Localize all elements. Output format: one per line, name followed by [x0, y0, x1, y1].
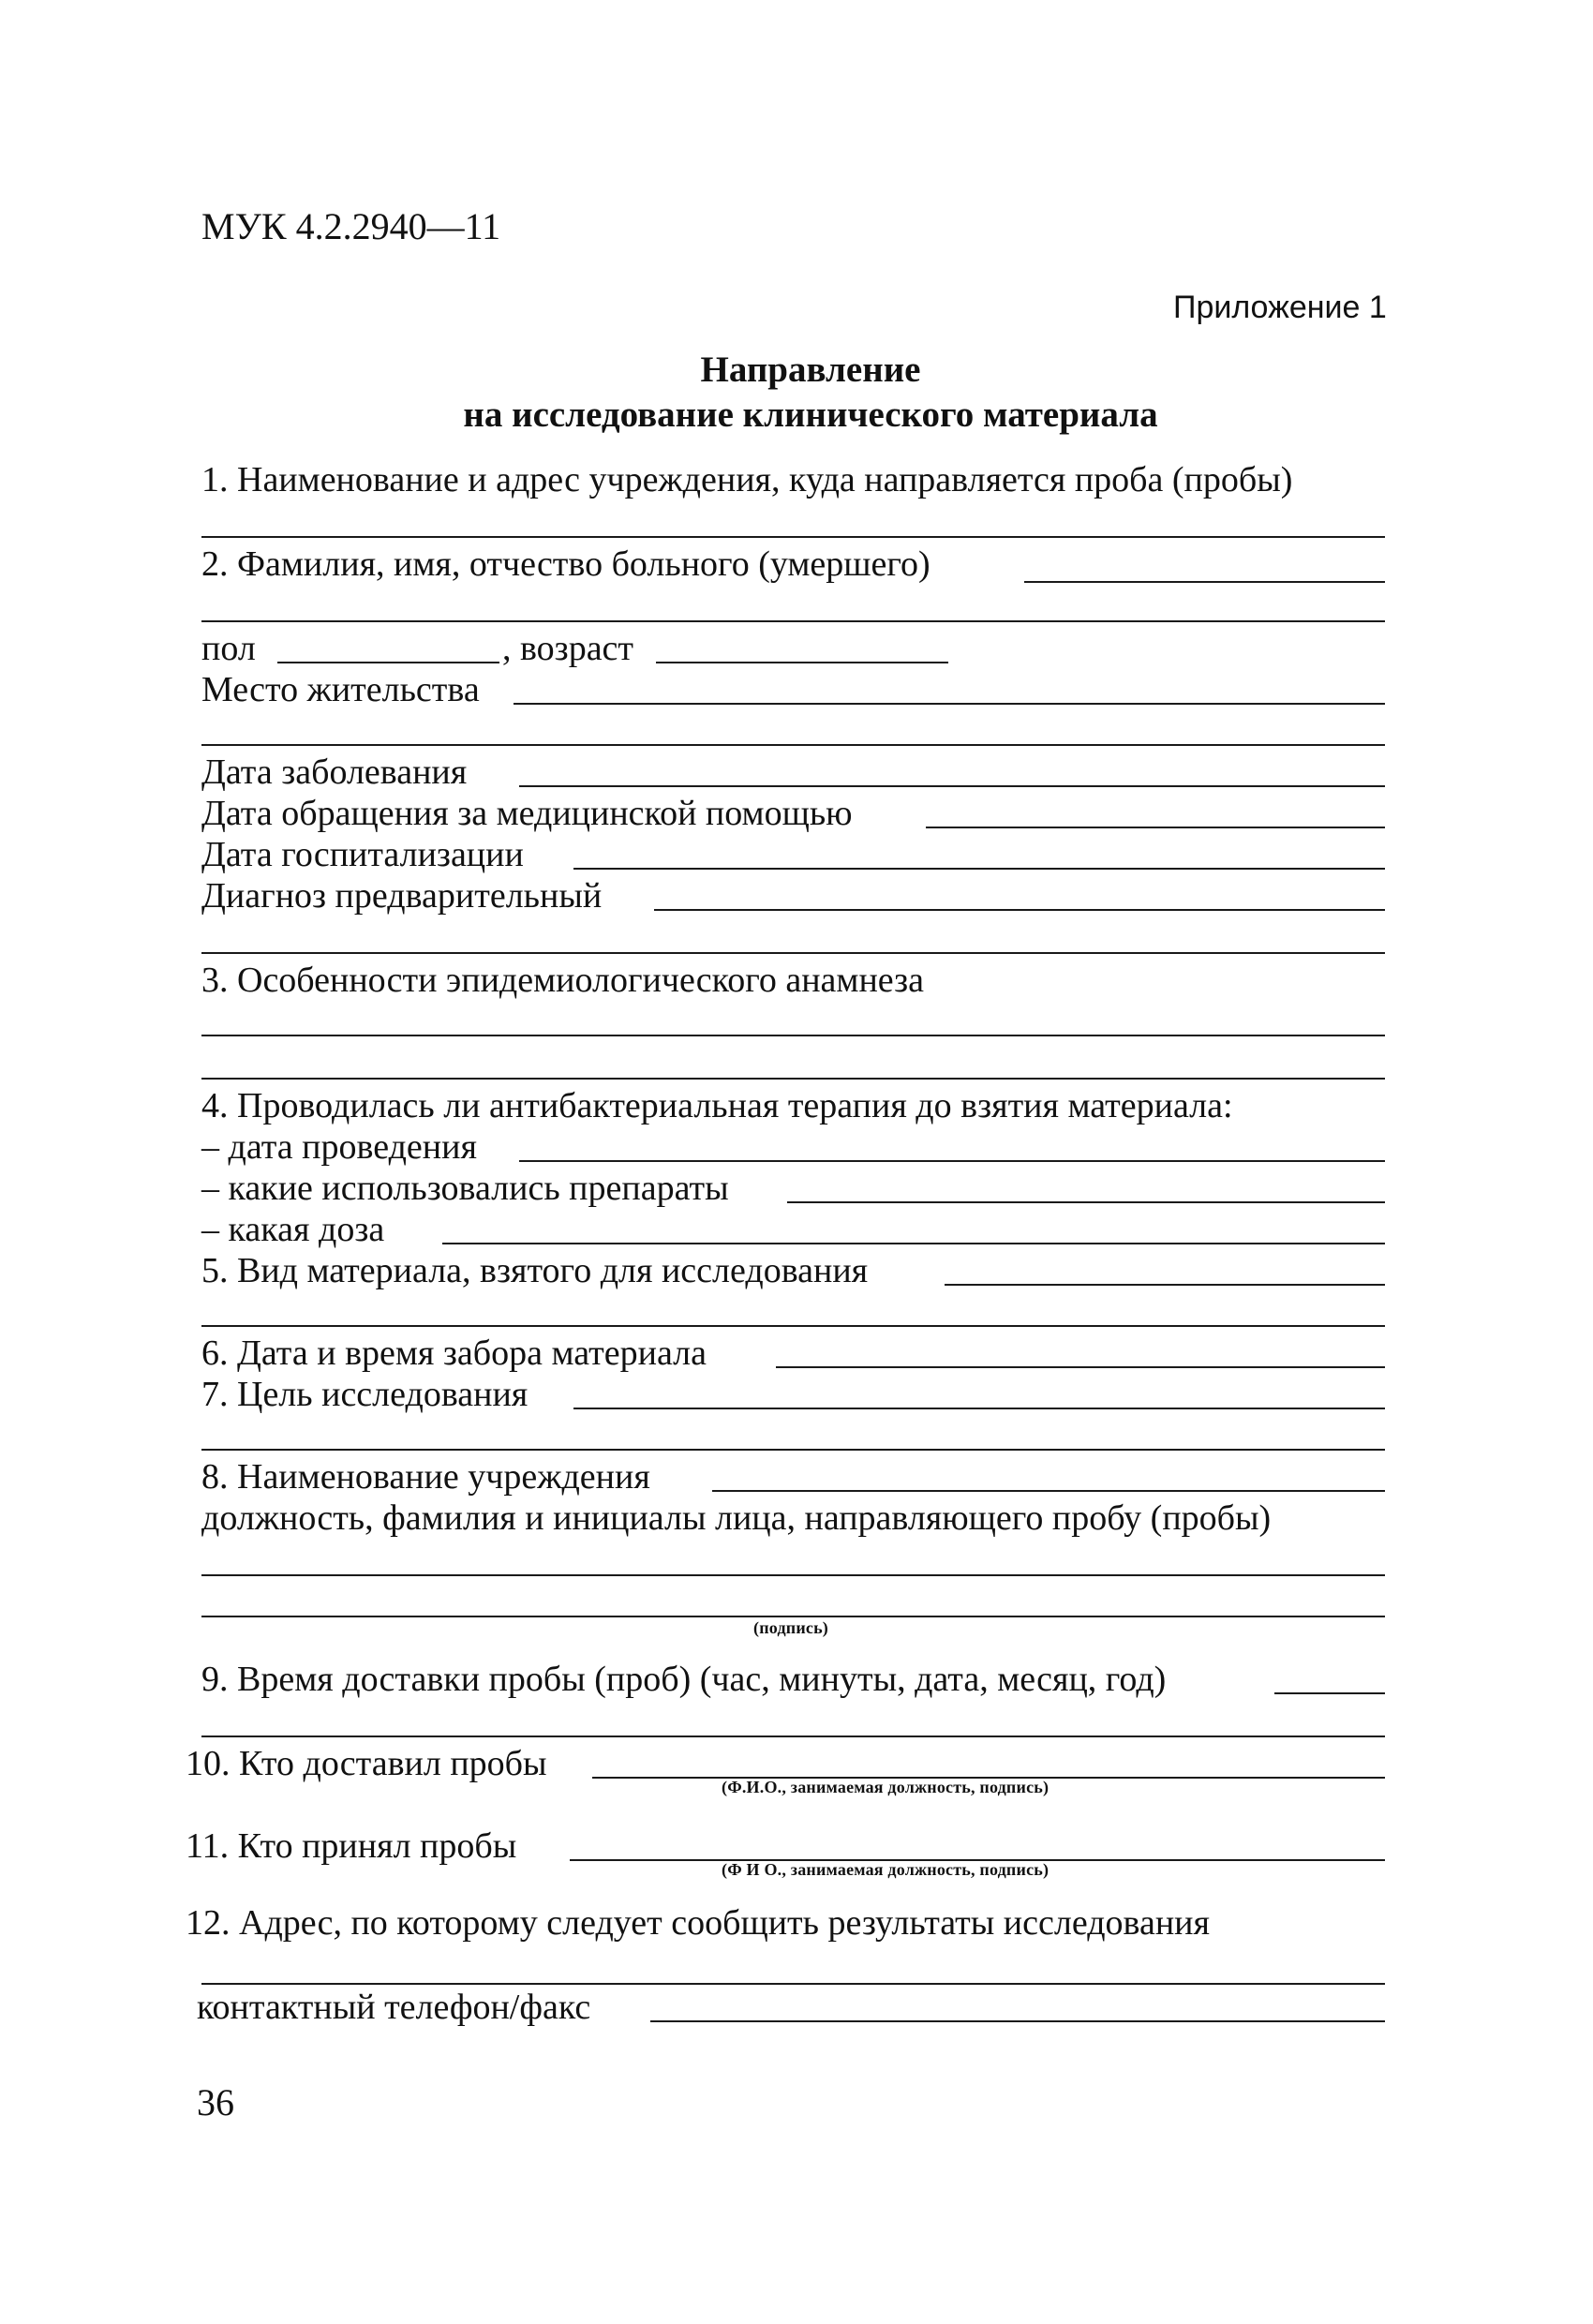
- prelim-diagnosis-line-2[interactable]: [201, 952, 1385, 954]
- form-subtitle: на исследование клинического материала: [463, 395, 1158, 435]
- therapy-date-line[interactable]: [519, 1160, 1385, 1162]
- epid-history-line-1[interactable]: [201, 1035, 1385, 1036]
- hosp-date-label: Дата госпитализации: [201, 835, 524, 874]
- residence-line-2[interactable]: [201, 744, 1385, 746]
- drugs-line[interactable]: [787, 1201, 1385, 1203]
- item-12-label: 12. Адрес, по которому следует сообщить результаты исследования: [186, 1903, 1210, 1943]
- purpose-line-1[interactable]: [573, 1408, 1385, 1409]
- item-1-label: 1. Наименование и адрес учреждения, куда направляется проба (пробы): [201, 460, 1293, 499]
- hosp-date-line[interactable]: [573, 868, 1385, 870]
- therapy-date-label: – дата проведения: [201, 1127, 477, 1167]
- item-10-label: 10. Кто доставил пробы: [186, 1744, 547, 1783]
- residence-line-1[interactable]: [514, 703, 1385, 705]
- item-11-label: 11. Кто принял пробы: [186, 1826, 517, 1866]
- item-2-label: 2. Фамилия, имя, отчество больного (умершего): [201, 544, 930, 584]
- contact-label: контактный телефон/факс: [197, 1988, 591, 2027]
- sender-line-1[interactable]: [201, 1574, 1385, 1576]
- received-by-caption: (Ф И О., занимаемая должность, подпись): [722, 1860, 1050, 1879]
- item-8-label: 8. Наименование учреждения: [201, 1457, 650, 1497]
- sender-line-2[interactable]: [201, 1616, 1385, 1617]
- age-label: , возраст: [502, 629, 634, 668]
- age-line[interactable]: [656, 662, 948, 663]
- patient-name-line-1[interactable]: [1024, 581, 1385, 583]
- item-3-label: 3. Особенности эпидемиологического анамнеза: [201, 961, 925, 1000]
- item-6-label: 6. Дата и время забора материала: [201, 1333, 707, 1373]
- document-code: МУК 4.2.2940—11: [201, 205, 501, 247]
- epid-history-line-2[interactable]: [201, 1078, 1385, 1080]
- contact-line[interactable]: [650, 2020, 1385, 2022]
- visit-date-label: Дата обращения за медицинской помощью: [201, 794, 853, 833]
- material-type-line-2[interactable]: [201, 1325, 1385, 1327]
- delivery-time-line-1[interactable]: [1274, 1692, 1385, 1694]
- prelim-diagnosis-label: Диагноз предварительный: [201, 876, 603, 916]
- appendix-label: Приложение 1: [1173, 290, 1387, 325]
- residence-label: Место жительства: [201, 670, 480, 709]
- purpose-line-2[interactable]: [201, 1449, 1385, 1451]
- sender-label: должность, фамилия и инициалы лица, направляющего пробу (пробы): [201, 1498, 1272, 1538]
- drugs-label: – какие использовались препараты: [201, 1169, 729, 1208]
- onset-date-label: Дата заболевания: [201, 752, 468, 792]
- dose-line[interactable]: [442, 1243, 1385, 1244]
- item-5-label: 5. Вид материала, взятого для исследования: [201, 1251, 869, 1290]
- sex-line[interactable]: [277, 662, 499, 663]
- item-1-line[interactable]: [201, 536, 1385, 538]
- signature-caption: (подпись): [753, 1618, 828, 1637]
- item-9-label: 9. Время доставки пробы (проб) (час, минуты, дата, месяц, год): [201, 1660, 1167, 1699]
- delivery-time-line-2[interactable]: [201, 1736, 1385, 1737]
- institution-line[interactable]: [712, 1490, 1385, 1492]
- prelim-diagnosis-line-1[interactable]: [654, 909, 1385, 911]
- result-address-line[interactable]: [201, 1983, 1385, 1985]
- patient-name-line-2[interactable]: [201, 620, 1385, 622]
- dose-label: – какая доза: [201, 1210, 385, 1249]
- sex-label: пол: [201, 629, 256, 668]
- item-4-label: 4. Проводилась ли антибактериальная терапия до взятия материала:: [201, 1086, 1233, 1125]
- form-title: Направление: [700, 350, 921, 390]
- material-type-line-1[interactable]: [945, 1284, 1385, 1286]
- delivered-by-caption: (Ф.И.О., занимаемая должность, подпись): [722, 1778, 1050, 1796]
- visit-date-line[interactable]: [926, 827, 1385, 828]
- sampling-date-line[interactable]: [776, 1366, 1385, 1368]
- item-7-label: 7. Цель исследования: [201, 1375, 529, 1414]
- page-number: 36: [197, 2081, 234, 2123]
- onset-date-line[interactable]: [519, 785, 1385, 787]
